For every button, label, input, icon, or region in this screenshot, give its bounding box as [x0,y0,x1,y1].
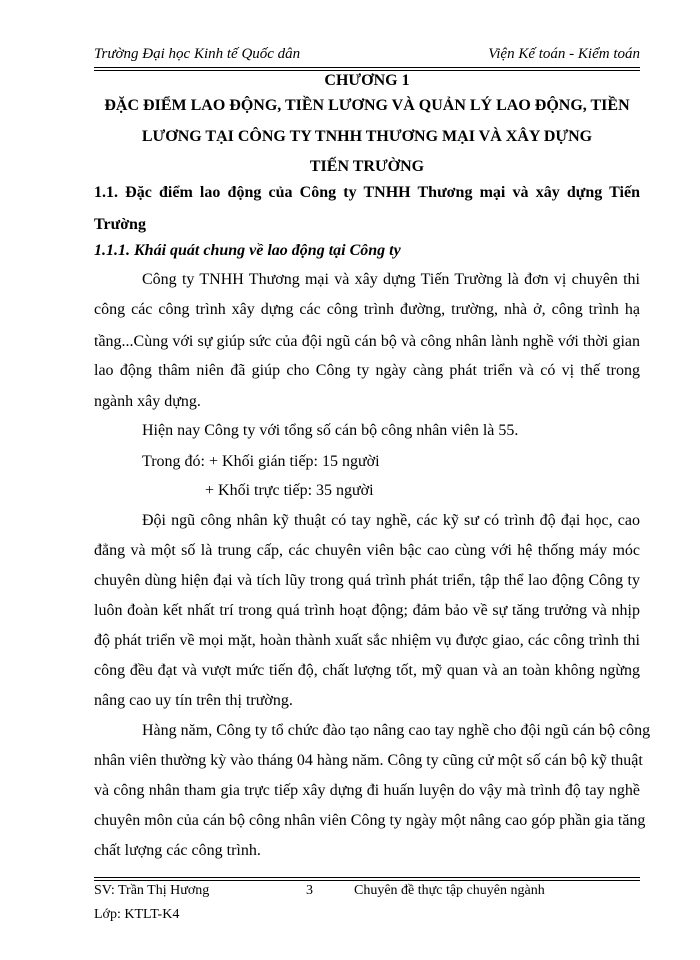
header-rule-1 [94,67,640,68]
footer-student: SV: Trần Thị Hương [94,883,210,898]
paragraph-6-line: nhân viên thường kỳ vào tháng 04 hàng năm. Công ty cũng cử một số cán bộ kỹ thuật [94,752,643,769]
section-heading-line-1: 1.1. Đặc điểm lao động của Công ty TNHH Thương mại và xây dựng Tiến [94,184,640,201]
footer-rule-1 [94,877,640,878]
staff-total: Hiện nay Công ty với tổng số cán bộ công nhân viên là 55. [142,422,519,439]
header-rule-2 [94,70,640,71]
chapter-title-line-1: ĐẶC ĐIỂM LAO ĐỘNG, TIỀN LƯƠNG VÀ QUẢN LÝ LAO ĐỘNG, TIỀN [104,97,630,114]
paragraph-5-line: Đội ngũ công nhân kỹ thuật có tay nghề, các kỹ sư có trình độ đại học, cao [142,512,640,529]
footer-report-title: Chuyên đề thực tập chuyên ngành [354,883,545,898]
header-institute: Viện Kế toán - Kiểm toán [488,46,640,62]
paragraph-5-line: luôn đoàn kết nhất trí trong quá trình hoạt động; đảm bảo về sự tăng trưởng và nhịp [94,602,640,619]
paragraph-6-line: chất lượng các công trình. [94,842,261,859]
footer-class: Lớp: KTLT-K4 [94,907,180,922]
paragraph-1-line: Công ty TNHH Thương mại và xây dựng Tiến Trường là đơn vị chuyên thi [142,271,640,288]
paragraph-6-line: và công nhân tham gia trực tiếp xây dựng đi huấn luyện do vậy mà trình độ tay nghề [94,782,640,799]
paragraph-1-line: công các công trình xây dựng các công trình đường, trường, nhà ở, công trình hạ [94,301,640,318]
footer-rule-2 [94,880,640,881]
chapter-label: CHƯƠNG 1 [324,72,410,89]
chapter-title-line-3: TIẾN TRƯỜNG [309,158,425,175]
paragraph-5-line: chuyên dùng hiện đại và tích lũy trong quá trình phát triển, tập thể lao động Công ty [94,572,640,589]
paragraph-1-line: tầng...Cùng với sự giúp sức của đội ngũ cán bộ và công nhân lành nghề với thời gian [94,333,640,350]
subsection-heading: 1.1.1. Khái quát chung về lao động tại Công ty [94,242,401,259]
page-header [94,46,640,68]
staff-indirect: Trong đó: + Khối gián tiếp: 15 người [142,453,380,470]
header-university: Trường Đại học Kinh tế Quốc dân [94,46,301,62]
page-number: 3 [306,883,313,898]
paragraph-5-line: độ phát triển về mọi mặt, hoàn thành xuất sắc nhiệm vụ được giao, các công trình thi [94,632,640,649]
paragraph-6-line: Hàng năm, Công ty tổ chức đào tạo nâng cao tay nghề cho đội ngũ cán bộ công [142,722,651,739]
paragraph-5-line: đẳng và một số là trung cấp, các chuyên viên bậc cao cùng với hệ thống máy móc [94,542,640,559]
chapter-title-line-2: LƯƠNG TẠI CÔNG TY TNHH THƯƠNG MẠI VÀ XÂY DỰNG [141,128,593,145]
paragraph-6-line: chuyên môn của cán bộ công nhân viên Công ty ngày một nâng cao góp phần gia tăng [94,812,646,829]
paragraph-5-line: công đều đạt và vượt mức tiến độ, chất lượng tốt, mỹ quan và an toàn không ngừng [94,662,640,679]
staff-direct: + Khối trực tiếp: 35 người [205,482,374,499]
paragraph-1-line: lao động thâm niên đã giúp cho Công ty ngày càng phát triển và có vị thế trong [94,362,640,379]
paragraph-1-line: ngành xây dựng. [94,393,201,410]
section-heading-line-2: Trường [94,216,146,233]
paragraph-5-line: nâng cao uy tín trên thị trường. [94,692,293,709]
